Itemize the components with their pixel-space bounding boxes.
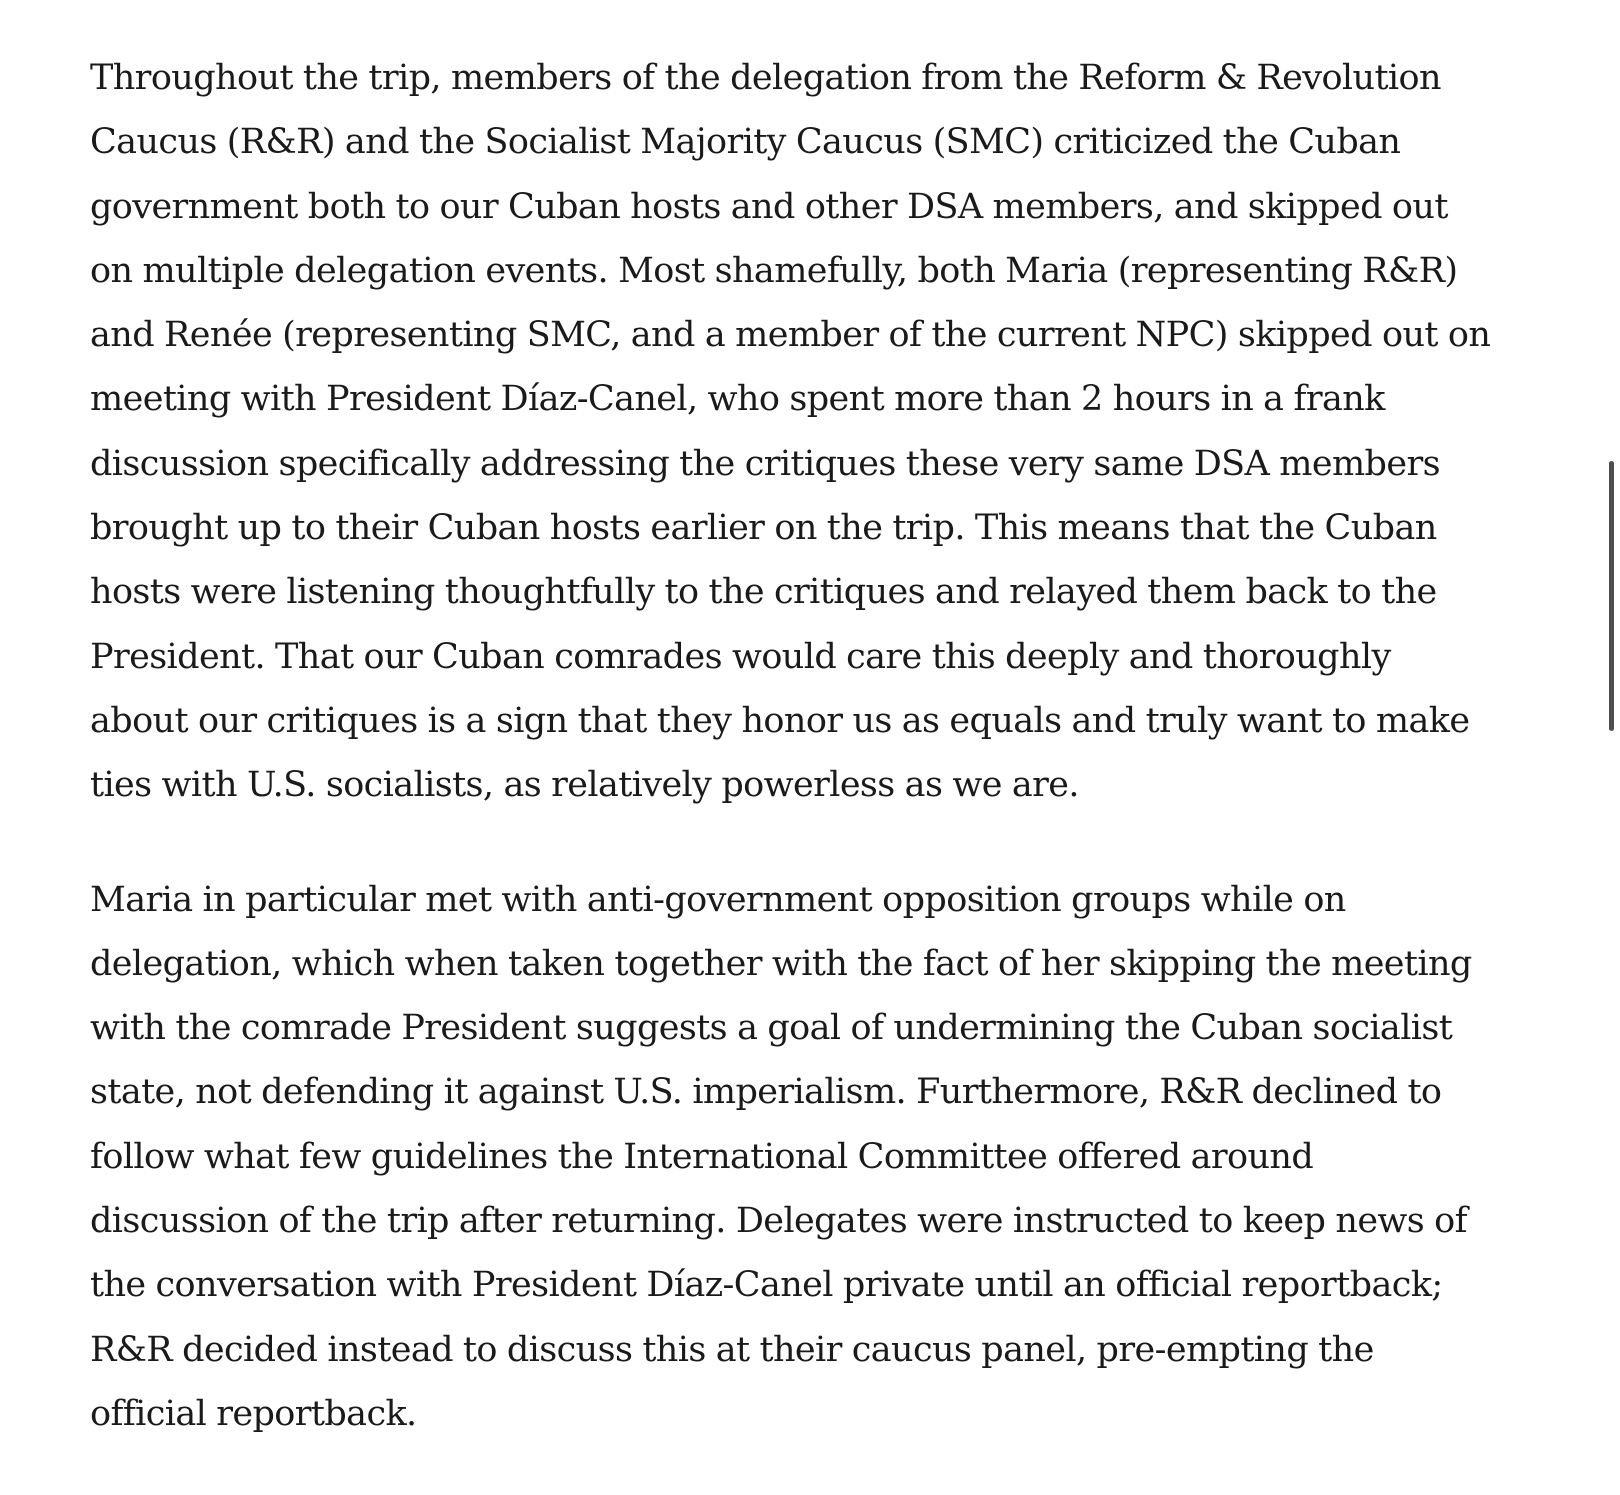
text-line: Throughout the trip, members of the delegation from the Reform & Revolution [90,58,1441,98]
text-line: Maria in particular met with anti-government opposition groups while on [90,879,1346,920]
text-line: ties with U.S. socialists, as relatively powerless as we are. [90,765,1079,806]
vertical-scrollbar[interactable] [1609,461,1614,731]
text-line: about our critiques is a sign that they honor us as equals and truly want to make [90,700,1470,741]
text-line: meeting with President Díaz-Canel, who spent more than 2 hours in a frank [90,379,1385,420]
text-line: with the comrade President suggests a goal of undermining the Cuban socialist [90,1008,1453,1049]
text-line: delegation, which when taken together with the fact of her skipping the meeting [90,943,1472,984]
article-body [90,46,1550,1446]
text-line: discussion specifically addressing the critiques these very same DSA members [90,443,1440,484]
text-line: follow what few guidelines the International Committee offered around [90,1136,1314,1177]
text-line: on multiple delegation events. Most shamefully, both Maria (representing R&R) [90,250,1458,291]
text-line: brought up to their Cuban hosts earlier on the trip. This means that the Cuban [90,508,1437,549]
text-line: President. That our Cuban comrades would care this deeply and thoroughly [90,636,1391,677]
text-line: Caucus (R&R) and the Socialist Majority Caucus (SMC) criticized the Cuban [90,122,1401,163]
text-line: hosts were listening thoughtfully to the critiques and relayed them back to the [90,572,1437,613]
text-line: state, not defending it against U.S. imperialism. Furthermore, R&R declined to [90,1072,1442,1113]
paragraph-1 [90,46,1550,818]
text-line: and Renée (representing SMC, and a member of the current NPC) skipped out on [90,315,1491,356]
text-line: R&R decided instead to discuss this at their caucus panel, pre-empting the [90,1329,1374,1370]
text-line: discussion of the trip after returning. Delegates were instructed to keep news of [90,1201,1467,1242]
paragraph-2 [90,868,1550,1447]
text-line: official reportback. [90,1393,417,1434]
text-line: government both to our Cuban hosts and other DSA members, and skipped out [90,186,1448,227]
text-line: the conversation with President Díaz-Canel private until an official reportback; [90,1265,1443,1306]
